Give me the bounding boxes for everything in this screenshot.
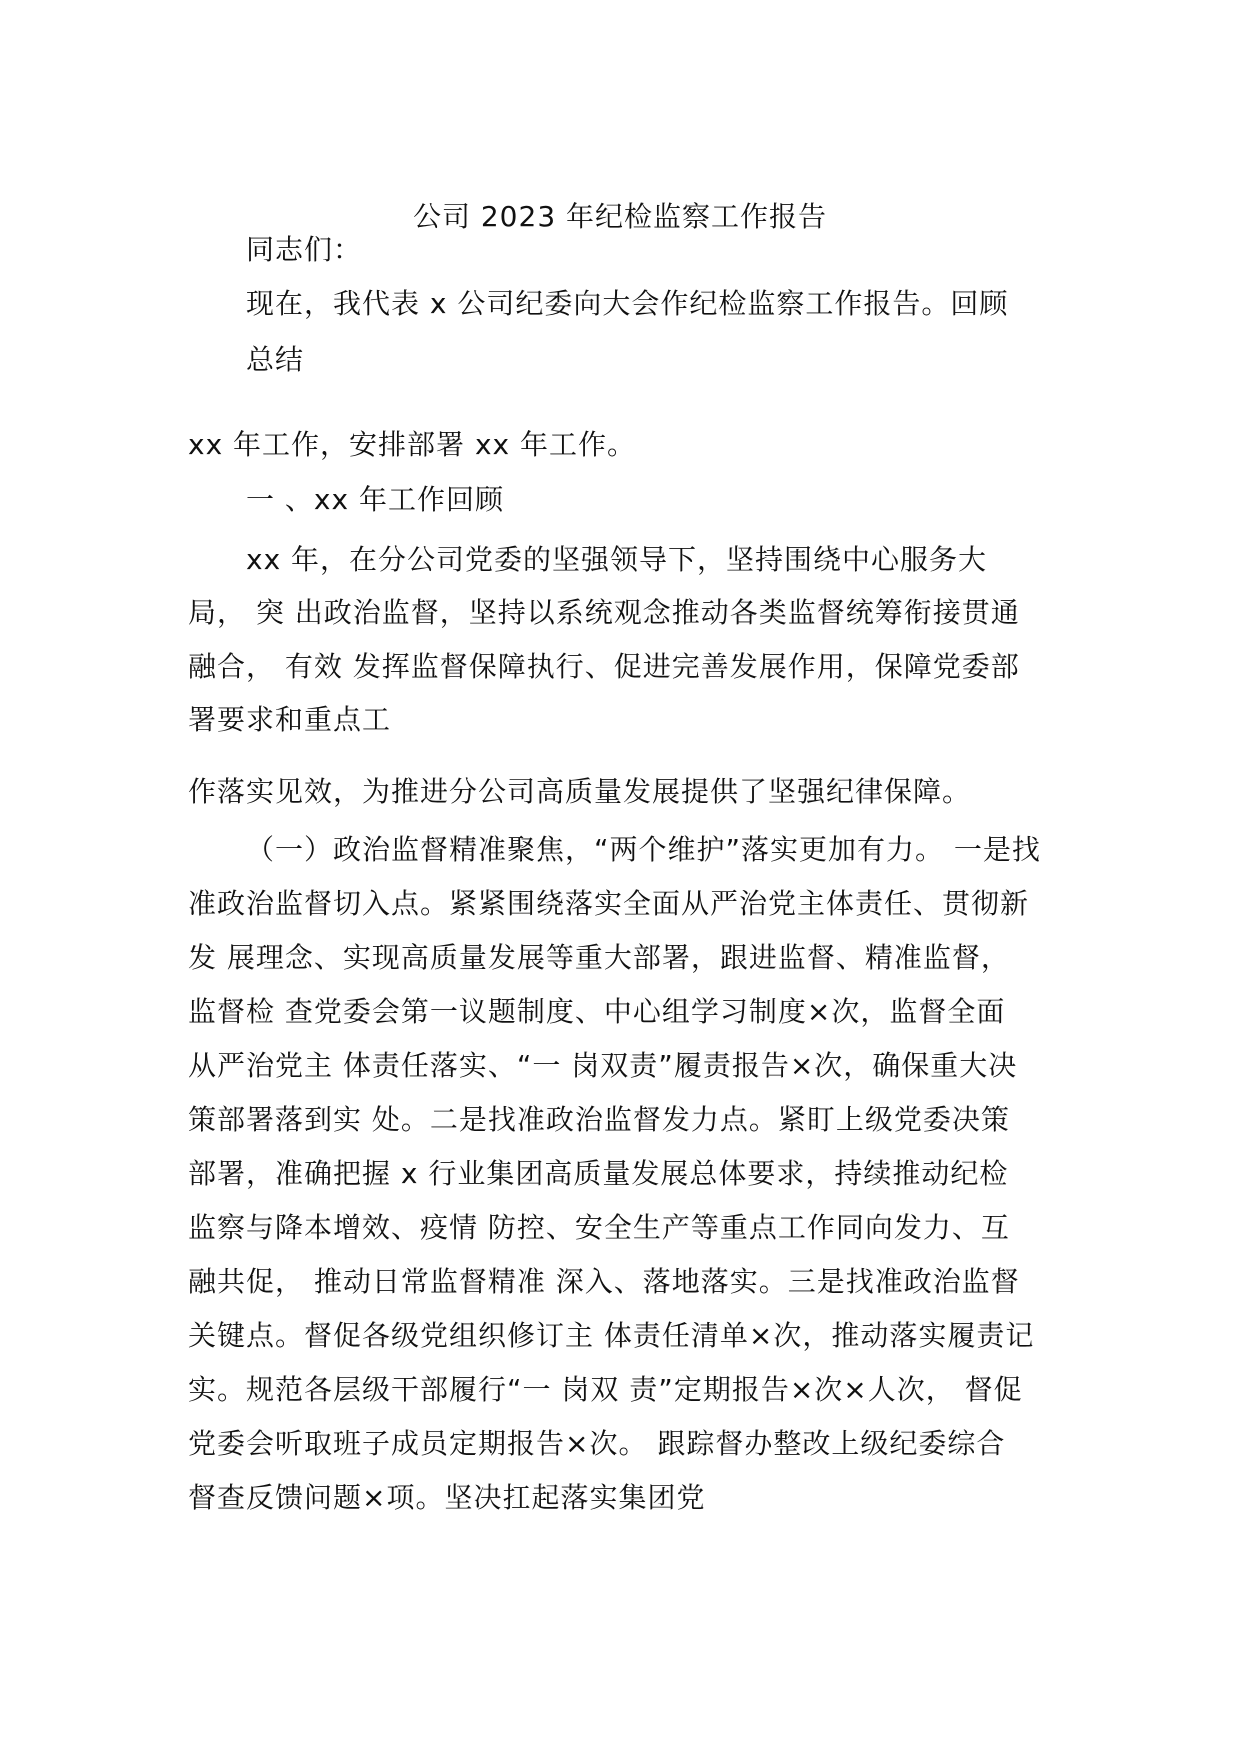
salutation: 同志们： bbox=[246, 233, 363, 266]
paragraph-line: 策部署落到实 处。二是找准政治监督发力点。紧盯上级党委决策 bbox=[188, 1103, 1010, 1136]
document-title: 公司 2023 年纪检监察工作报告 bbox=[412, 200, 828, 233]
paragraph-line: 总结 bbox=[246, 343, 305, 376]
paragraph-line: 关键点。督促各级党组织修订主 体责任清单×次，推动落实履责记 bbox=[188, 1319, 1035, 1352]
paragraph-line: 作落实见效，为推进分公司高质量发展提供了坚强纪律保障。 bbox=[188, 775, 972, 808]
paragraph-line: xx 年，在分公司党委的坚强领导下，坚持围绕中心服务大 bbox=[246, 543, 988, 576]
paragraph-line: 署要求和重点工 bbox=[188, 703, 392, 736]
paragraph-line: 局， 突 出政治监督，坚持以系统观念推动各类监督统筹衔接贯通 bbox=[188, 596, 1020, 629]
paragraph-line: 融合， 有效 发挥监督保障执行、促进完善发展作用，保障党委部 bbox=[188, 650, 1020, 683]
paragraph-line: 监督检 查党委会第一议题制度、中心组学习制度×次，监督全面 bbox=[188, 995, 1006, 1028]
subsection-line: （一）政治监督精准聚焦，“两个维护”落实更加有力。 一是找 bbox=[246, 833, 1041, 866]
section-heading: 一 、xx 年工作回顾 bbox=[246, 483, 504, 516]
paragraph-line: 现在，我代表 x 公司纪委向大会作纪检监察工作报告。回顾 bbox=[246, 287, 1009, 320]
paragraph-line: 监察与降本增效、疫情 防控、安全生产等重点工作同向发力、互 bbox=[188, 1211, 1010, 1244]
paragraph-line: xx 年工作，安排部署 xx 年工作。 bbox=[188, 428, 636, 461]
paragraph-line: 从严治党主 体责任落实、“一 岗双责”履责报告×次，确保重大决 bbox=[188, 1049, 1018, 1082]
paragraph-line: 发 展理念、实现高质量发展等重大部署，跟进监督、精准监督， bbox=[188, 941, 1010, 974]
paragraph-line: 准政治监督切入点。紧紧围绕落实全面从严治党主体责任、贯彻新 bbox=[188, 887, 1030, 920]
paragraph-line: 实。规范各层级干部履行“一 岗双 责”定期报告×次×人次， 督促 bbox=[188, 1373, 1023, 1406]
paragraph-line: 融共促， 推动日常监督精准 深入、落地落实。三是找准政治监督 bbox=[188, 1265, 1020, 1298]
paragraph-line: 督查反馈问题×项。坚决扛起落实集团党 bbox=[188, 1481, 706, 1514]
paragraph-line: 党委会听取班子成员定期报告×次。 跟踪督办整改上级纪委综合 bbox=[188, 1427, 1006, 1460]
paragraph-line: 部署，准确把握 x 行业集团高质量发展总体要求，持续推动纪检 bbox=[188, 1157, 1009, 1190]
